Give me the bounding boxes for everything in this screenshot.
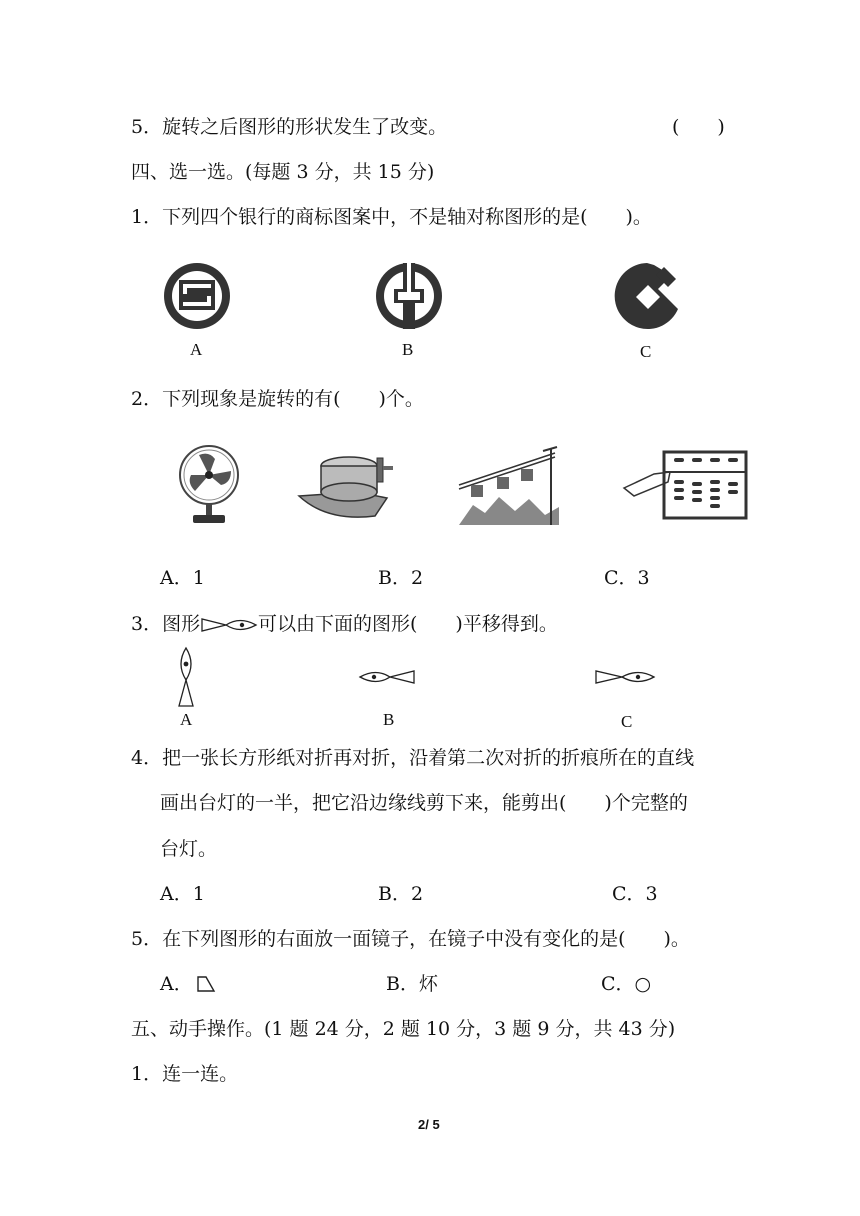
fish-label-a: A	[180, 710, 193, 729]
section-4-heading: 四、选一选。(每题 3 分，共 15 分)	[131, 161, 435, 183]
s4-question-4-line-3: 台灯。	[160, 838, 218, 860]
page-number: 2/ 5	[418, 1117, 440, 1132]
fish-option-c-icon	[594, 670, 656, 684]
stone-mill-icon	[297, 452, 397, 524]
s4q2-option-c: C．3	[604, 567, 650, 589]
bank-logo-a-icon	[162, 261, 232, 331]
s4-question-1: 1．下列四个银行的商标图案中，不是轴对称图形的是( )。	[131, 206, 652, 228]
section-5-heading: 五、动手操作。(1 题 24 分，2 题 10 分，3 题 9 分，共 43 分)	[131, 1018, 676, 1040]
fish-option-b-icon	[358, 670, 416, 684]
fish-label-c: C	[621, 712, 633, 731]
cable-car-icon	[459, 445, 559, 525]
s4-question-4-line-2: 画出台灯的一半，把它沿边缘线剪下来，能剪出( )个完整的	[160, 792, 688, 814]
s4-question-5: 5．在下列图形的右面放一面镜子，在镜子中没有变化的是( )。	[131, 928, 690, 950]
s4q5-option-c: C．○	[601, 973, 652, 995]
s4-question-2: 2．下列现象是旋转的有( )个。	[131, 388, 424, 410]
s4q5-option-a: A．	[160, 973, 193, 995]
s4q2-option-b: B．2	[378, 567, 424, 589]
s4q5-option-b: B．炋	[386, 973, 438, 995]
s4-question-3-prefix: 3．图形	[131, 613, 201, 635]
q5-answer-paren: ( )	[672, 116, 725, 138]
trapezoid-icon	[196, 976, 216, 992]
bank-logo-c-icon	[612, 261, 682, 331]
fish-shape-icon	[200, 618, 258, 632]
logo-label-b: B	[402, 340, 414, 359]
q5-true-false: 5．旋转之后图形的形状发生了改变。	[131, 116, 448, 138]
s4q4-option-c: C．3	[612, 883, 658, 905]
s4-question-4-line-1: 4．把一张长方形纸对折再对折，沿着第二次对折的折痕所在的直线	[131, 747, 695, 769]
s4q4-option-a: A．1	[160, 883, 205, 905]
logo-label-a: A	[190, 340, 203, 359]
s5-question-1: 1．连一连。	[131, 1063, 239, 1085]
s4-question-3-suffix: 可以由下面的图形( )平移得到。	[258, 613, 558, 635]
s4q4-option-b: B．2	[378, 883, 424, 905]
fish-option-a-icon	[178, 646, 194, 708]
s4q2-option-a: A．1	[160, 567, 205, 589]
fish-label-b: B	[383, 710, 395, 729]
bank-logo-b-icon	[374, 261, 444, 331]
logo-label-c: C	[640, 342, 652, 361]
abacus-icon	[624, 452, 748, 522]
electric-fan-icon	[177, 445, 241, 525]
